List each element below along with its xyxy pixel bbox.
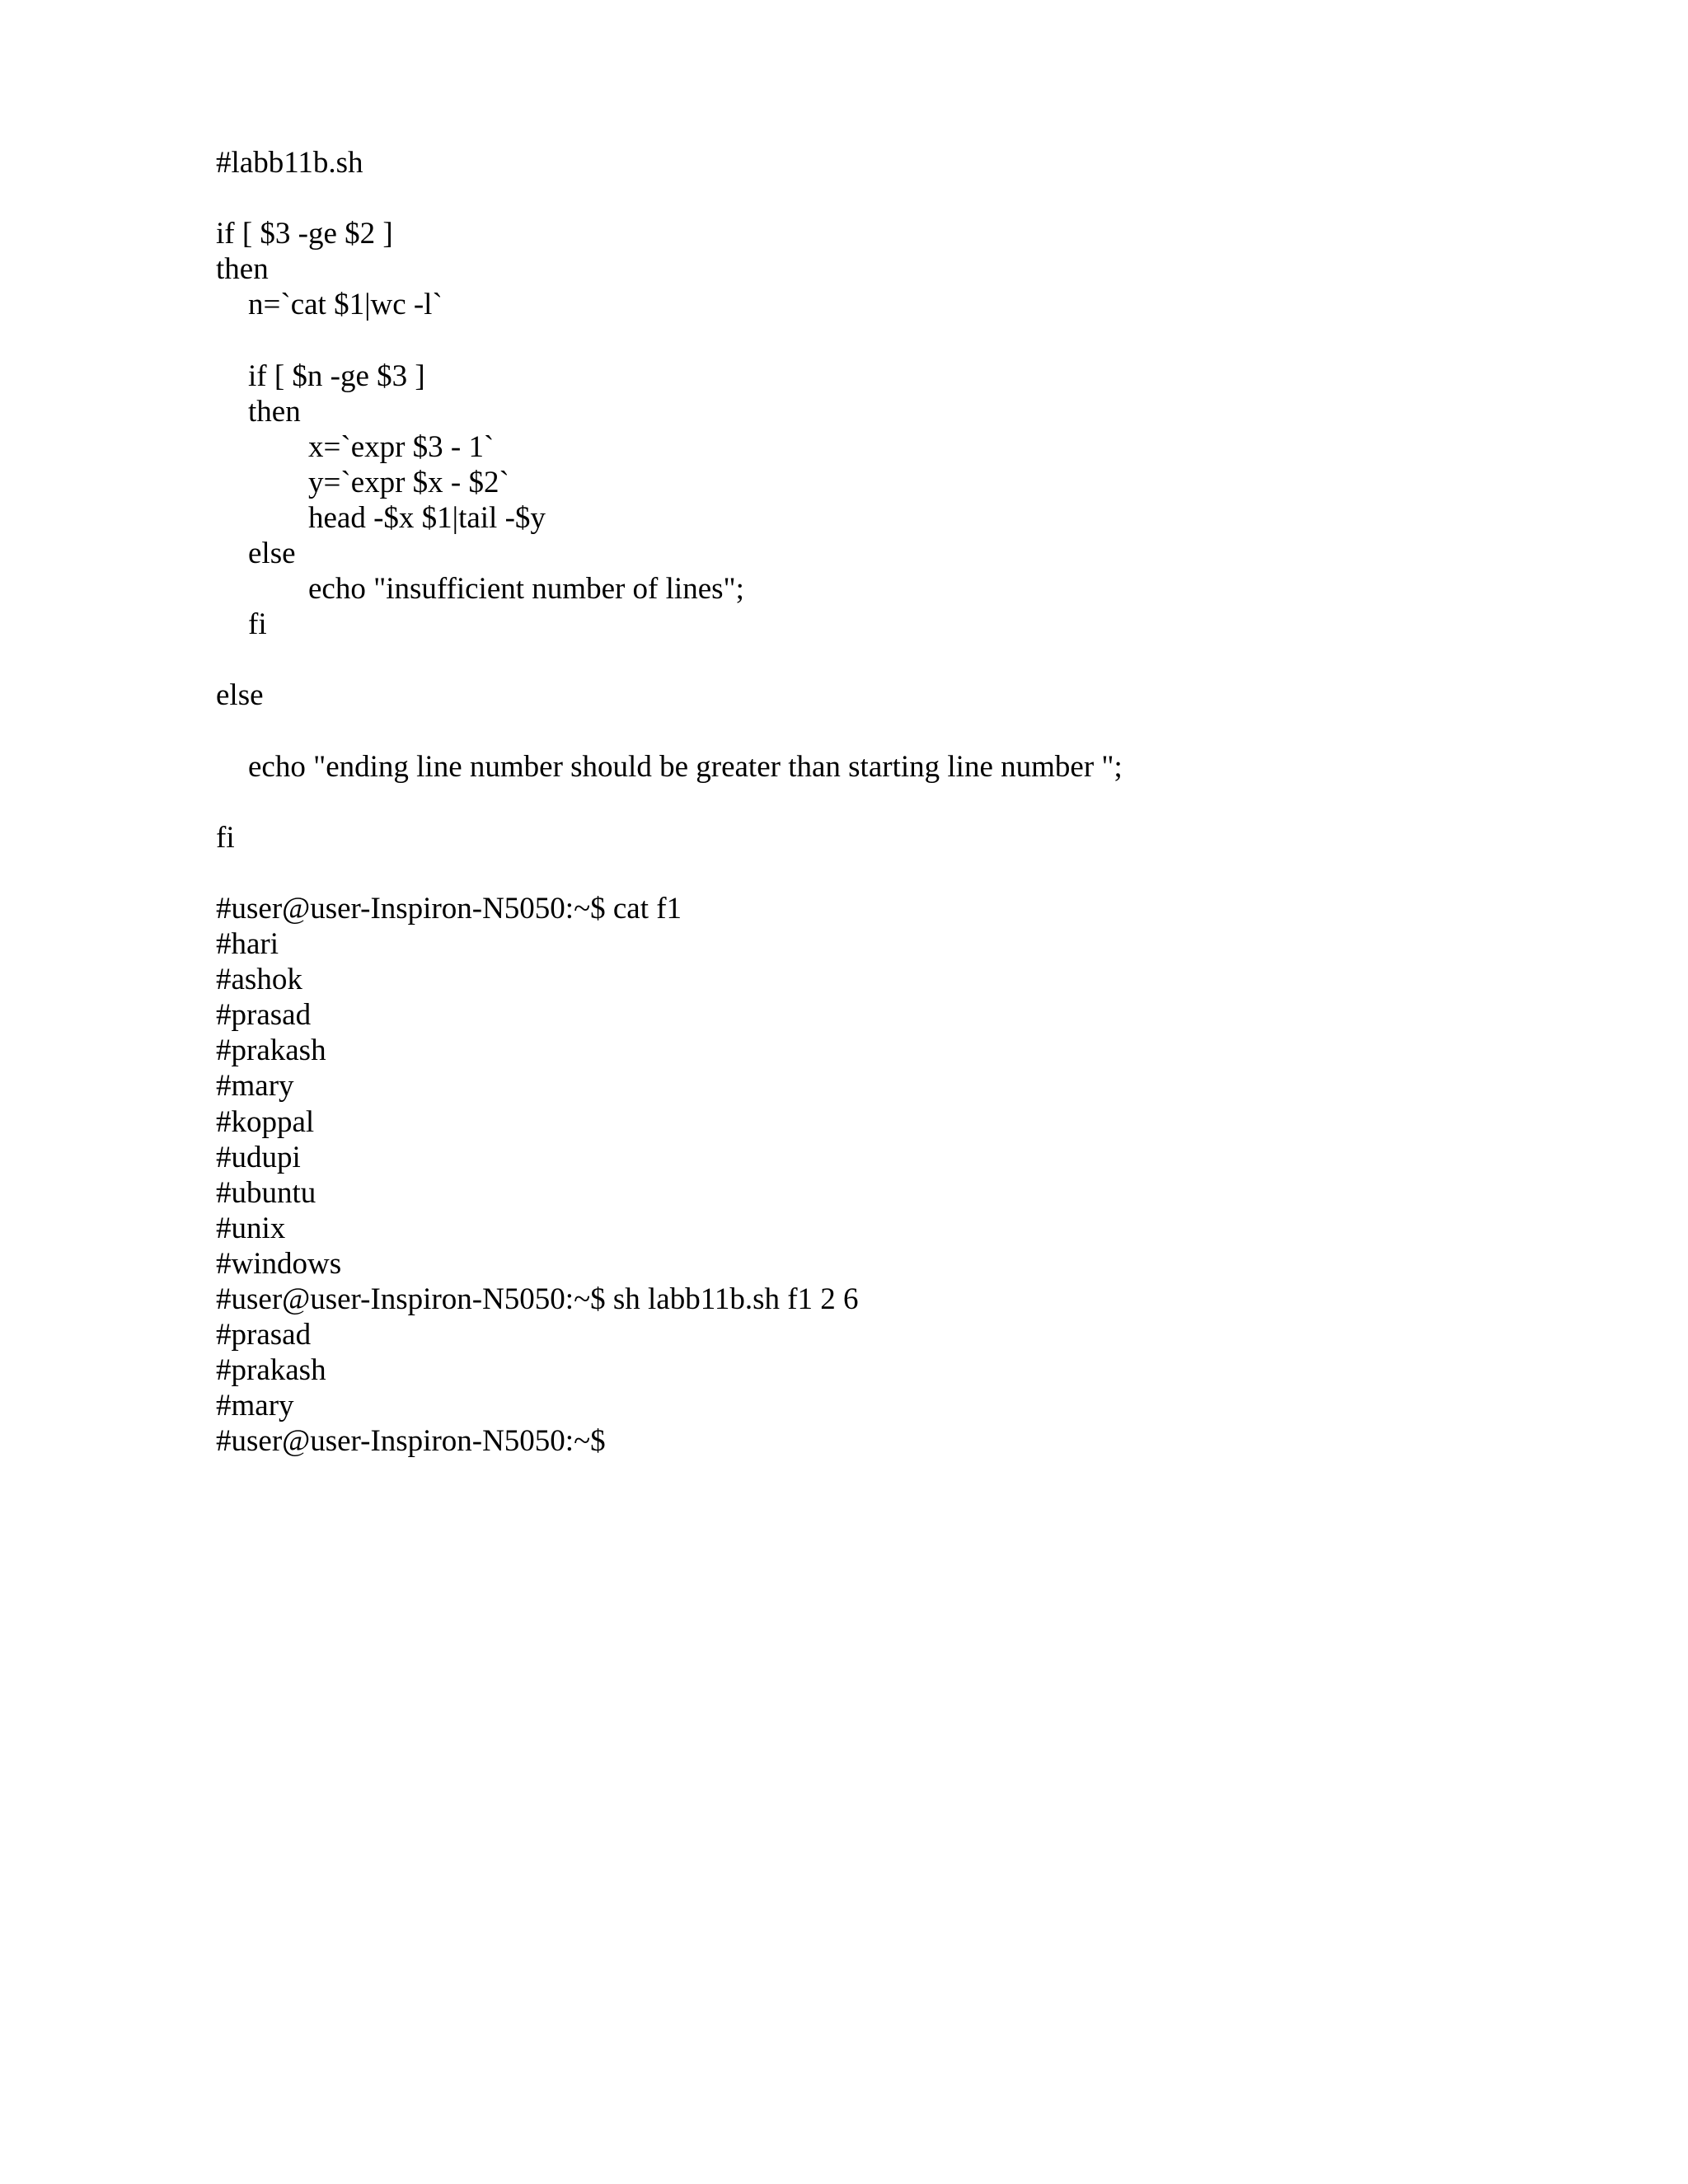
blank-line	[216, 180, 1535, 216]
script-line: if [ $n -ge $3 ]	[248, 359, 425, 393]
script-line: head -$x $1|tail -$y	[308, 500, 546, 535]
output-line: #unix	[216, 1211, 286, 1245]
output-line: #mary	[216, 1389, 294, 1423]
output-line: #prakash	[216, 1353, 326, 1388]
script-line: echo "ending line number should be greater than starting line number ";	[248, 749, 1123, 784]
output-line: #udupi	[216, 1140, 301, 1174]
terminal-command-line: #user@user-Inspiron-N5050:~$ cat f1	[216, 891, 682, 926]
document-body	[216, 145, 1535, 1459]
script-line: echo "insufficient number of lines";	[308, 572, 744, 607]
script-line: then	[216, 252, 269, 287]
script-line: else	[248, 537, 296, 571]
output-line: #prasad	[216, 998, 312, 1033]
terminal-command-line: #user@user-Inspiron-N5050:~$ sh labb11b.sh f1 2 6	[216, 1282, 859, 1316]
blank-line	[216, 322, 1535, 358]
script-line: then	[248, 394, 301, 429]
script-line: y=`expr $x - $2`	[308, 465, 509, 499]
output-line: #ashok	[216, 963, 302, 997]
script-line: if [ $3 -ge $2 ]	[216, 217, 393, 251]
script-line: n=`cat $1|wc -l`	[248, 288, 443, 322]
script-line: x=`expr $3 - 1`	[308, 429, 495, 464]
blank-line	[216, 785, 1535, 820]
output-line: #windows	[216, 1246, 342, 1281]
script-filename-comment: #labb11b.sh	[216, 146, 363, 180]
script-line: fi	[248, 607, 267, 642]
terminal-prompt-line: #user@user-Inspiron-N5050:~$	[216, 1424, 606, 1459]
blank-line	[216, 714, 1535, 749]
script-line: fi	[216, 820, 235, 855]
output-line: #hari	[216, 927, 279, 962]
script-line: else	[216, 678, 264, 713]
output-line: #ubuntu	[216, 1175, 316, 1210]
blank-line	[216, 855, 1535, 891]
output-line: #prakash	[216, 1033, 326, 1068]
output-line: #mary	[216, 1069, 294, 1104]
output-line: #prasad	[216, 1318, 312, 1352]
output-line: #koppal	[216, 1104, 315, 1139]
blank-line	[216, 642, 1535, 677]
